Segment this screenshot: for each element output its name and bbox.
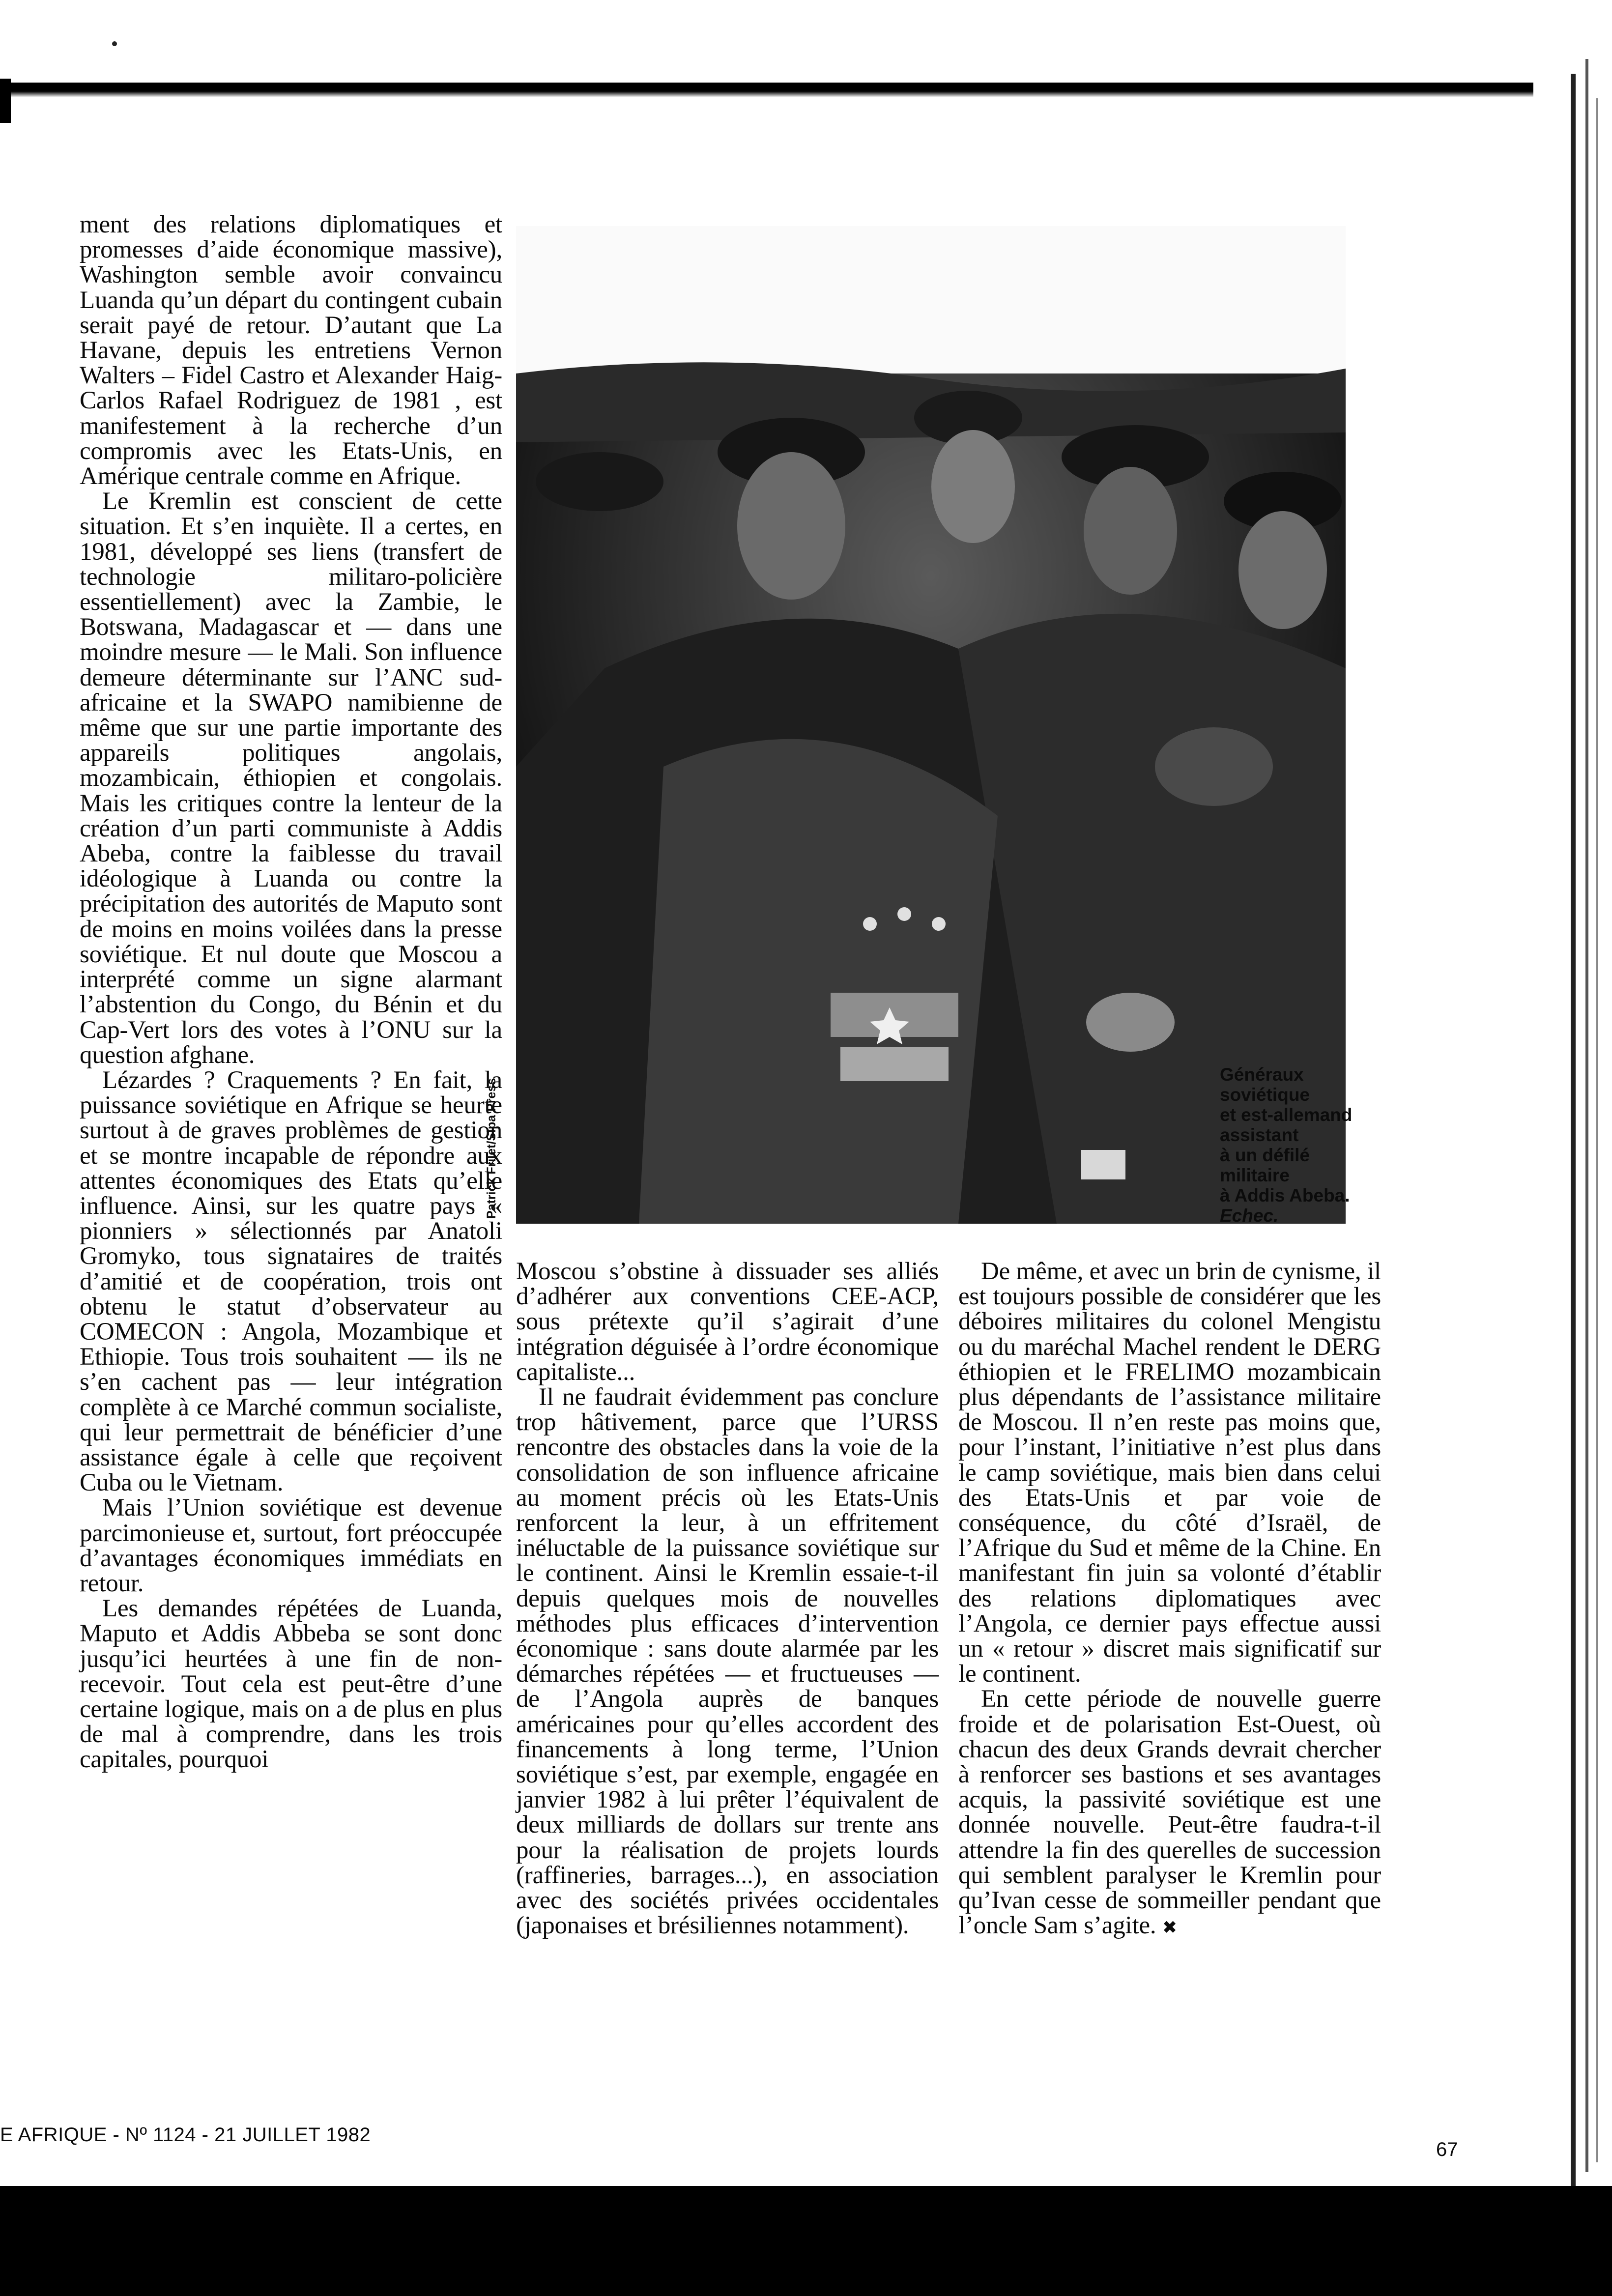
paragraph: Le Kremlin est conscient de cette situation. Et s’en inquiète. Il a certes, en 1981, développé ses liens (transfert de technologie militaro-policière essentiellement) avec la Zambie, le Botswana, Madagascar et — dans une moindre mesure — le Mali. Son influence demeure déterminante sur l’ANC sud-africaine et la SWAPO namibienne de même que sur une partie importante des appareils politiques angolais, mozambicain, éthiopien et congolais. Mais les critiques contre la lenteur de la création d’un parti communiste à Addis Abeba, contre la faiblesse du travail idéologique à Luanda ou contre la précipitation des autorités de Maputo sont de moins en moins voilées dans la presse soviétique. Et nul doute que Moscou a interprété comme un signe alarmant l’abstention du Congo, du Bénin et du Cap-Vert lors des votes à l’ONU sur la question afghane.: [80, 488, 502, 1069]
caption-line: à un défilé: [1220, 1145, 1310, 1165]
scan-bottom-band: [0, 2186, 1612, 2296]
caption-line: militaire: [1220, 1165, 1290, 1185]
caption-line: à Addis Abeba.: [1220, 1185, 1350, 1205]
paragraph: De même, et avec un brin de cynisme, il est toujours possible de considérer que les déboires militaires du colonel Mengistu ou du maréchal Machel rendent le DERG éthiopien et le FRELIMO mozambicain plus dépendants de l’assistance militaire de Moscou. Il n’en reste pas moins que, pour l’instant, l’initiative n’est plus dans le camp soviétique, mais bien dans celui des Etats-Unis et par voie de conséquence, du côté d’Israël, de l’Afrique du Sud et même de la Chine. En manifestant fin juin sa volonté d’établir des relations diplomatiques avec l’Angola, ce dernier pays effectue aussi un « retour » discret mais significatif sur le continent.: [958, 1258, 1381, 1688]
publication-footer: E AFRIQUE - Nº 1124 - 21 JUILLET 1982: [0, 2124, 371, 2146]
paragraph: [958, 1687, 1381, 1940]
scan-right-edge: [1571, 74, 1576, 2216]
scan-top-edge: [0, 83, 1533, 97]
paragraph-text: En cette période de nouvelle guerre froide et de polarisation Est-Ouest, où chacun des deux Grands devrait chercher à renforcer ses bastions et ses avantages acquis, la passivité soviétique est une donnée nouvelle. Peut-être faudra-t-il attendre la fin des querelles de succession qui semblent paralyser le Kremlin pour qu’Ivan cesse de sommeiller pendant que l’oncle Sam s’agite.: [958, 1685, 1381, 1940]
scan-speck: [112, 41, 117, 46]
article-column-3: [958, 1259, 1381, 1940]
paragraph: Moscou s’obstine à dissuader ses alliés d’adhérer aux conventions CEE-ACP, sous prétexte qu’il s’agirait d’une intégration déguisée à l’ordre économique capitaliste...: [516, 1258, 939, 1386]
caption-italic: Echec.: [1220, 1205, 1279, 1226]
paragraph: Mais l’Union soviétique est devenue parcimonieuse et, surtout, fort préoccupée d’avantages économiques immédiats en retour.: [80, 1494, 502, 1597]
scan-left-edge: [0, 79, 11, 123]
article-column-1: [80, 212, 502, 1773]
caption-line: assistant: [1220, 1125, 1299, 1145]
end-mark-icon: ✖: [1162, 1918, 1177, 1938]
caption-line: soviétique: [1220, 1085, 1310, 1105]
caption-line: Généraux: [1220, 1064, 1304, 1085]
scan-right-edge: [1585, 59, 1588, 2172]
scan-right-edge: [1596, 98, 1598, 2162]
photo-caption: [1220, 1064, 1426, 1226]
paragraph: ment des relations diplomatiques et promesses d’aide économique massive), Washington semble avoir convaincu Luanda qu’un départ du contingent cubain serait payé de retour. D’autant que La Havane, depuis les entretiens Vernon Walters – Fidel Castro et Alexander Haig-Carlos Rafael Rodriguez de 1981 , est manifestement à la recherche d’un compromis avec les Etats-Unis, en Amérique centrale comme en Afrique.: [80, 211, 502, 490]
paragraph: Il ne faudrait évidemment pas conclure trop hâtivement, parce que l’URSS rencontre des obstacles dans la voie de la consolidation de son influence africaine au moment précis où les Etats-Unis renforcent la leur, à un effritement inéluctable de la puissance soviétique sur le continent. Ainsi le Kremlin essaie-t-il depuis quelques mois de nouvelles méthodes plus efficaces d’intervention économique : sans doute alarmée par les démarches répétées — et fructueuses — de l’Angola auprès de banques américaines pour qu’elles accordent des financements à long terme, l’Union soviétique s’est, par exemple, engagée en janvier 1982 à lui prêter l’équivalent de deux milliards de dollars sur trente ans pour la réalisation de projets lourds (raffineries, barrages...), en association avec des sociétés privées occidentales (japonaises et brésiliennes notamment).: [516, 1383, 939, 1940]
caption-line: et est-allemand: [1220, 1105, 1353, 1125]
article-column-2: [516, 1259, 939, 1938]
paragraph: Lézardes ? Craquements ? En fait, la puissance soviétique en Afrique se heurte surtout à de graves problèmes de gestion et se montre incapable de répondre aux attentes économiques des Etats qu’elle influence. Ainsi, sur les quatre pays « pionniers » sélectionnés par Anatoli Gromyko, tous signataires de traités d’amitié et de coopération, trois ont obtenu le statut d’observateur au COMECON : Angola, Mozambique et Ethiopie. Tous trois souhaitent — ils ne s’en cachent pas — leur intégration complète à ce Marché commun socialiste, qui leur permettrait de bénéficier d’une assistance égale à celle que reçoivent Cuba ou le Vietnam.: [80, 1066, 502, 1497]
paragraph: Les demandes répétées de Luanda, Maputo et Addis Abbeba se sont donc jusqu’ici heurtées à une fin de non-recevoir. Tout cela est peut-être d’une certaine logique, mais on a de plus en plus de mal à comprendre, dans les trois capitales, pourquoi: [80, 1595, 502, 1774]
page-number: 67: [1436, 2139, 1458, 2160]
